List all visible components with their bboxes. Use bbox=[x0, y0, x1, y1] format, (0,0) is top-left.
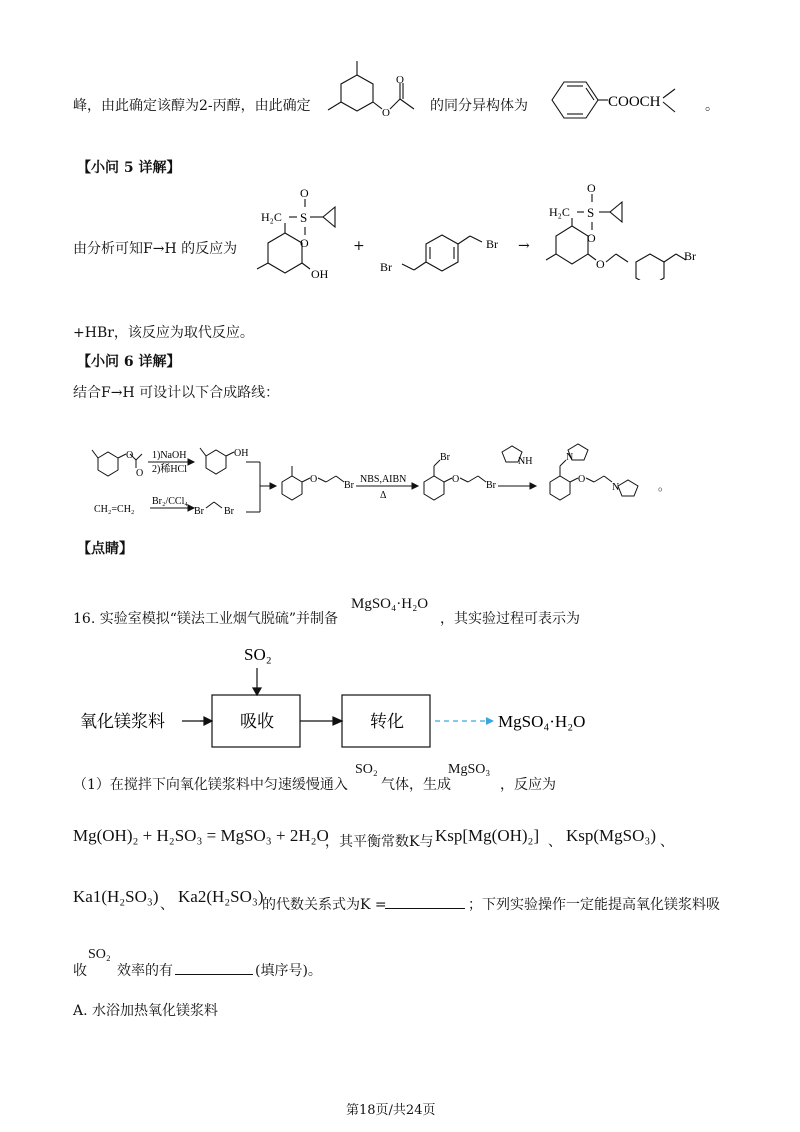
sulfur-label: S bbox=[300, 210, 308, 225]
route-o-label-1: O bbox=[126, 450, 134, 461]
atom-o-label: O bbox=[382, 107, 390, 119]
route-br-4: Br bbox=[440, 452, 450, 463]
route-o-ether-2: O bbox=[452, 474, 460, 485]
oh-label: OH bbox=[311, 267, 329, 281]
dianjing-header: 【点睛】 bbox=[77, 541, 133, 557]
q5-tail: +HBr，该反应为取代反应。 bbox=[73, 325, 254, 341]
q6-lead: 结合F→H 可设计以下合成路线： bbox=[73, 385, 280, 401]
atom-o-label-2: O bbox=[396, 74, 404, 86]
o-label-top: O bbox=[300, 186, 309, 200]
route-ethene: CH₂=CH₂ bbox=[94, 504, 135, 515]
route-br-5: Br bbox=[486, 480, 496, 491]
route-o-ether: O bbox=[310, 474, 318, 485]
q16-ka1: Ka1(H₂SO₃) bbox=[73, 887, 159, 906]
structure-isopropyl-benzoate bbox=[540, 72, 690, 128]
structure-aryl-acetate bbox=[322, 55, 422, 125]
o-label-bottom-product: O bbox=[587, 231, 596, 245]
route-delta: Δ bbox=[380, 490, 387, 501]
route-br-2: Br bbox=[224, 506, 234, 517]
route-o-ether-3: O bbox=[578, 474, 586, 485]
synthesis-route bbox=[84, 428, 684, 528]
route-oh-label: OH bbox=[234, 448, 249, 459]
q16-relation-tail: ；下列实验操作一定能提高氧化镁浆料吸 bbox=[468, 897, 720, 913]
option-a: A. 水浴加热氧化镁浆料 bbox=[73, 1003, 219, 1019]
q16-intro-b: ，其实验过程可表示为 bbox=[440, 611, 580, 627]
q16-p1-b: 气体，生成 bbox=[381, 777, 451, 793]
route-n-2: N bbox=[612, 482, 620, 493]
process-flow bbox=[80, 640, 640, 760]
q16-product: MgSO₄·H₂O bbox=[351, 596, 429, 612]
structure-phenol-sulfone bbox=[255, 185, 365, 295]
q16-p1-mgso3: MgSO₃ bbox=[448, 762, 491, 777]
q5-header: 【小问 5 详解】 bbox=[77, 160, 181, 176]
flow-feed: 氧化镁浆料 bbox=[80, 712, 165, 731]
br-label-left: Br bbox=[380, 260, 392, 274]
h2c-label: H₂C bbox=[261, 210, 282, 224]
route-reagent-2: Br₂/CCl₄ bbox=[152, 496, 188, 507]
q16-equation: Mg(OH)₂ + H₂SO₃ = MgSO₃ + 2H₂O bbox=[73, 826, 329, 845]
o-label-bottom: O bbox=[300, 236, 309, 250]
flow-box-absorb: 吸收 bbox=[240, 712, 274, 731]
sulfur-label-product: S bbox=[587, 205, 595, 220]
flow-so2: SO₂ bbox=[244, 645, 272, 664]
q6-header: 【小问 6 详解】 bbox=[77, 354, 181, 370]
text-line-1b: 的同分异构体为 bbox=[430, 98, 528, 114]
route-nh: NH bbox=[518, 456, 533, 467]
q16-sep-3: 、 bbox=[160, 897, 174, 913]
period-1: 。 bbox=[705, 98, 719, 114]
flow-box-convert: 转化 bbox=[370, 712, 404, 731]
q16-eq-tail: ，其平衡常数K与 bbox=[325, 834, 434, 850]
ether-o-label: O bbox=[596, 257, 605, 271]
o-label-top-product: O bbox=[587, 181, 596, 195]
route-reagent-1b: 2)稀HCl bbox=[152, 464, 187, 475]
q16-l4-b: 效率的有 bbox=[117, 963, 173, 979]
plus-sign: + bbox=[353, 238, 365, 254]
answer-blank-k[interactable] bbox=[385, 896, 465, 909]
route-period: 。 bbox=[658, 479, 671, 493]
q16-ka2: Ka2(H₂SO₃) bbox=[178, 887, 264, 906]
q16-p1-so2: SO₂ bbox=[355, 762, 378, 777]
q16-relation: 的代数关系式为K = bbox=[262, 897, 387, 913]
route-o-label-2: O bbox=[136, 468, 144, 479]
route-br-1: Br bbox=[194, 506, 204, 517]
q16-l4-a: 收 bbox=[73, 963, 87, 979]
q16-ksp-2: Ksp(MgSO₃) bbox=[566, 826, 656, 845]
br-label-product: Br bbox=[684, 249, 696, 263]
structure-product-ether bbox=[544, 180, 724, 280]
q16-l4-c: (填序号)。 bbox=[255, 963, 322, 979]
q16-ksp-1: Ksp[Mg(OH)₂] bbox=[435, 826, 540, 845]
q16-sep-2: 、 bbox=[660, 834, 674, 850]
reaction-arrow: → bbox=[518, 238, 530, 254]
text-line-1a: 峰，由此确定该醇为2-丙醇，由此确定 bbox=[73, 98, 311, 114]
ester-label: COOCH bbox=[608, 94, 661, 110]
q16-intro-a: 16. 实验室模拟“镁法工业烟气脱硫”并制备 bbox=[73, 611, 339, 627]
route-n-1: N bbox=[566, 452, 574, 463]
route-reagent-3: NBS,AIBN bbox=[360, 474, 407, 485]
br-label-right: Br bbox=[486, 237, 498, 251]
flow-product: MgSO₄·H₂O bbox=[498, 712, 586, 731]
route-reagent-1a: 1)NaOH bbox=[152, 450, 187, 461]
q5-lead: 由分析可知F→H 的反应为 bbox=[73, 241, 238, 257]
q16-p1-c: ，反应为 bbox=[500, 777, 556, 793]
page-footer: 第18页/共24页 bbox=[346, 1103, 436, 1118]
structure-dibromoxylene bbox=[374, 222, 514, 282]
q16-sep-1: 、 bbox=[548, 834, 562, 850]
route-br-3: Br bbox=[344, 480, 354, 491]
q16-l4-so2: SO₂ bbox=[88, 947, 111, 962]
q16-p1-a: （1）在搅拌下向氧化镁浆料中匀速缓慢通入 bbox=[73, 777, 348, 793]
answer-blank-options[interactable] bbox=[175, 962, 253, 975]
h2c-label-product: H₂C bbox=[549, 205, 570, 219]
